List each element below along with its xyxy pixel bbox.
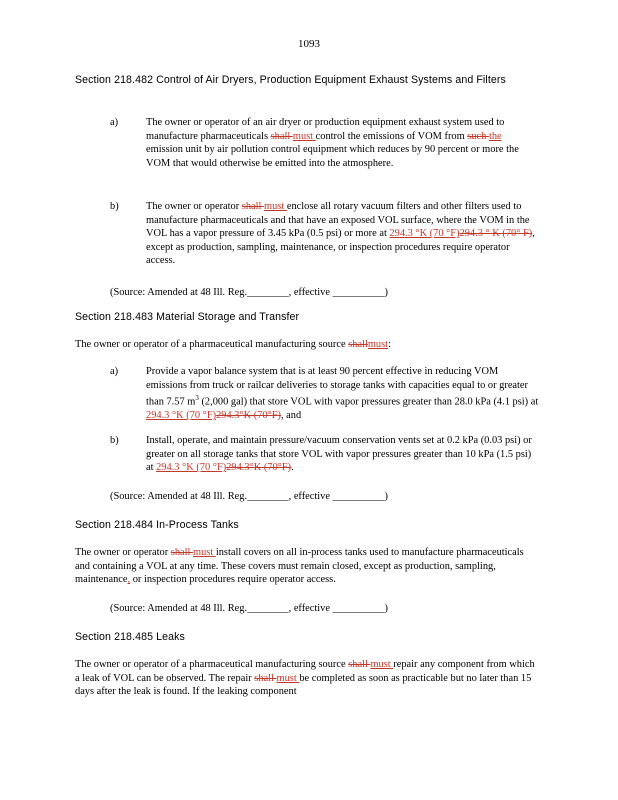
inserted-text: must xyxy=(367,339,389,350)
inserted-text: must xyxy=(193,547,216,558)
deleted-text: shall xyxy=(170,547,194,558)
deleted-text: shall xyxy=(254,672,277,684)
paragraph-485: The owner or operator of a pharmaceutical manufacturing source shall must repair any component from which a leak of VOL can be observed. The repair shall must be completed as soon as practicable but no later than 15 days after the leak is found. If the leaking component xyxy=(75,659,535,698)
paragraph-text: Install, operate, and maintain pressure/vacuum conservation vents set at 0.2 kPa (0.03 psi) or greater on all storage tanks that store VOL with vapor pressures greater than 10 kPa (1.5 psi) at 294.3 °K (70 °F)294.3°K (70°F). xyxy=(146,435,532,474)
deleted-text: 294.3°K (70°F) xyxy=(226,462,292,474)
inserted-text: 294.3 °K (70 °F) xyxy=(156,462,227,474)
paragraph-text: Provide a vapor balance system that is at least 90 percent effective in reducing VOM emissions from truck or railcar deliveries to storage tanks with capacities equal to or greater than 7.57 $m^3$ (2,000 gal) that store VOL with vapor pressures greater than 28.0 kPa (4.1 psi) at 294.3 °K (70 °F)294.3°K (70°F), and xyxy=(146,366,539,422)
item-label: b) xyxy=(110,435,119,446)
inserted-text: 294.3 °K (70 °F) xyxy=(146,410,217,422)
source-note-484: (Source: Amended at 48 Ill. Reg.________, effective __________) xyxy=(110,603,388,614)
page-number: 1093 xyxy=(298,38,320,50)
inserted-text: , xyxy=(127,574,131,586)
section-heading-218-484: Section 218.484 In-Process Tanks xyxy=(75,519,239,531)
item-label: b) xyxy=(110,201,119,212)
paragraph-482-b xyxy=(110,200,540,268)
item-label: a) xyxy=(110,117,119,128)
section-heading-218-485: Section 218.485 Leaks xyxy=(75,631,185,643)
inserted-text: must xyxy=(370,659,394,670)
superscript: 3 xyxy=(195,394,199,403)
paragraph-text: The owner or operator shall must enclose all rotary vacuum filters and other filters used to manufacture pharmaceuticals and that have an exposed VOL surface, where the VOM in the VOL has a vapor pressure of 3.45 kPa (0.5 psi) or more at 294.3 °K (70 °F)294.3 ° K (70° F), except as production, sampling, maintenance, or inspection procedures require operator access. xyxy=(146,201,535,267)
deleted-text: such xyxy=(467,130,489,142)
inserted-text: 294.3 °K (70 °F) xyxy=(389,228,460,240)
paragraph-483-b xyxy=(110,434,540,475)
paragraph-text: The owner or operator of an air dryer or production equipment exhaust system used to manufacture pharmaceuticals shall must control the emissions of VOM from such the emission unit by air pollution control equipment which reduces by 90 percent or more the VOM that would otherwise be emitted into the atmosphere. xyxy=(146,117,519,169)
deleted-text: shall xyxy=(348,339,368,350)
source-note-482: (Source: Amended at 48 Ill. Reg.________, effective __________) xyxy=(110,287,388,298)
deleted-text: shall xyxy=(270,130,293,142)
inserted-text: must xyxy=(292,130,316,142)
inserted-text: the xyxy=(488,130,502,142)
deleted-text: 294.3 ° K (70° F) xyxy=(459,228,533,240)
source-note-483: (Source: Amended at 48 Ill. Reg.________, effective __________) xyxy=(110,491,388,502)
item-label: a) xyxy=(110,366,119,377)
section-heading-218-482: Section 218.482 Control of Air Dryers, Production Equipment Exhaust Systems and Filters xyxy=(75,74,506,86)
section-heading-218-483: Section 218.483 Material Storage and Transfer xyxy=(75,311,300,323)
paragraph-483-intro: The owner or operator of a pharmaceutical manufacturing source shallmust: xyxy=(75,339,391,350)
deleted-text: shall xyxy=(241,201,265,212)
deleted-text: 294.3°K (70°F) xyxy=(216,410,281,422)
paragraph-482-a xyxy=(110,116,540,170)
paragraph-484: The owner or operator shall must install covers on all in-process tanks used to manufacture pharmaceuticals and containing a VOL at any time. These covers must remain closed, except as production, sampling, maintenance, or inspection procedures require operator access. xyxy=(75,547,524,586)
inserted-text: must xyxy=(264,201,287,212)
paragraph-483-a xyxy=(110,365,540,423)
deleted-text: shall xyxy=(348,659,371,670)
inserted-text: must xyxy=(276,672,300,684)
